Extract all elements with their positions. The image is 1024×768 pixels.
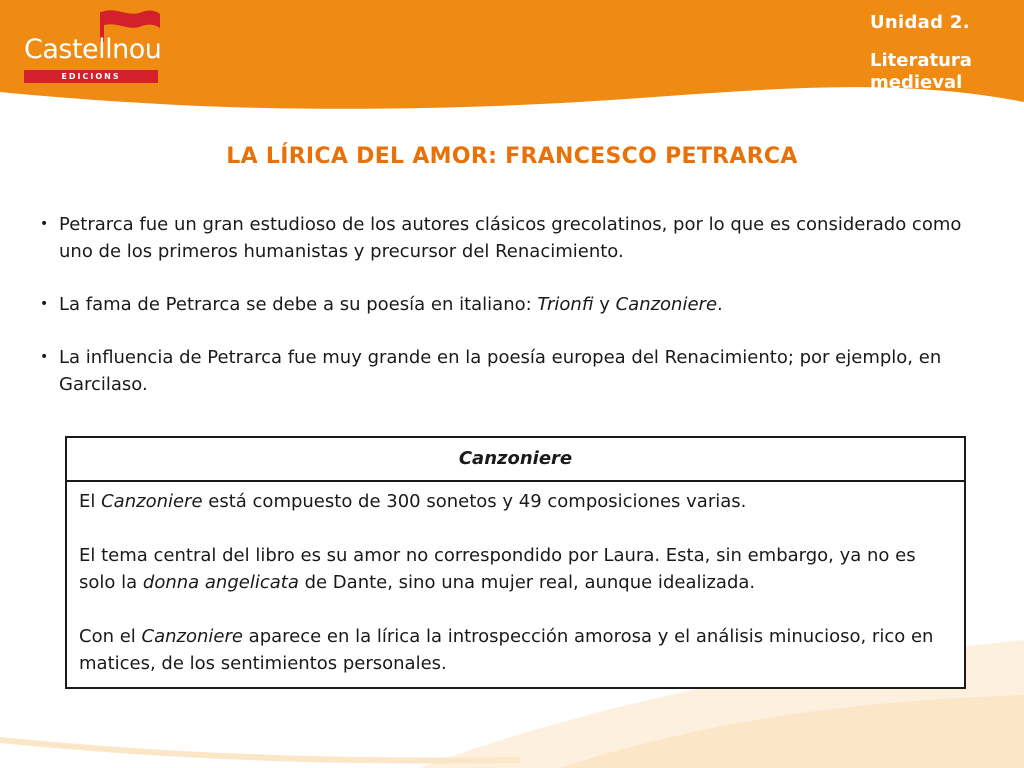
box-text: Con el (79, 626, 142, 647)
box-text: El (79, 491, 102, 512)
box-italic: donna angelicata (142, 572, 299, 593)
canzoniere-box (65, 436, 966, 689)
logo-brand: Castellnou (24, 34, 162, 65)
bullet-italic: Canzoniere (615, 294, 718, 315)
box-text: de Dante, sino una mujer real, aunque idealizada. (298, 572, 756, 593)
logo-sub: EDICIONS (24, 70, 158, 83)
bullet-dot-icon: • (40, 216, 49, 232)
box-text: El tema central del libro es su amor no correspondido por Laura. Esta, sin embargo, ya no es solo la (79, 545, 916, 593)
box-heading: Canzoniere (67, 438, 964, 482)
bullet-text: La fama de Petrarca se debe a su poesía en italiano: (59, 294, 538, 315)
unit-label: Unidad 2. (870, 12, 970, 33)
box-italic: Canzoniere (101, 491, 203, 512)
bullet-item (36, 211, 996, 265)
box-text: está compuesto de 300 sonetos y 49 composiciones varias. (202, 491, 747, 512)
box-body (67, 482, 964, 687)
bullet-text: . (717, 294, 723, 315)
bullet-text: La influencia de Petrarca fue muy grande en la poesía europea del Renacimiento; por ejemplo, en Garcilaso. (59, 347, 942, 395)
bullet-italic: Trionfi (537, 294, 594, 315)
box-paragraph (79, 488, 952, 515)
bullet-list (36, 211, 996, 424)
bullet-dot-icon: • (40, 296, 49, 312)
bullet-dot-icon: • (40, 349, 49, 365)
unit-topic: Literatura medieval (870, 50, 972, 93)
box-paragraph (79, 542, 952, 596)
bullet-text: y (593, 294, 616, 315)
unit-label-block (870, 12, 1010, 94)
bullet-item (36, 344, 996, 398)
bullet-text: Petrarca fue un gran estudioso de los autores clásicos grecolatinos, por lo que es considerado como uno de los primeros humanistas y precursor del Renacimiento. (59, 214, 962, 262)
castellnou-logo (22, 8, 162, 80)
box-paragraph (79, 623, 952, 677)
slide-title: LA LÍRICA DEL AMOR: FRANCESCO PETRARCA (226, 144, 798, 169)
bullet-item (36, 291, 996, 318)
bottom-wave-line (0, 740, 520, 761)
box-italic: Canzoniere (141, 626, 243, 647)
box-text: aparece en la lírica la introspección amorosa y el análisis minucioso, rico en matices, de los sentimientos personales. (79, 626, 934, 674)
